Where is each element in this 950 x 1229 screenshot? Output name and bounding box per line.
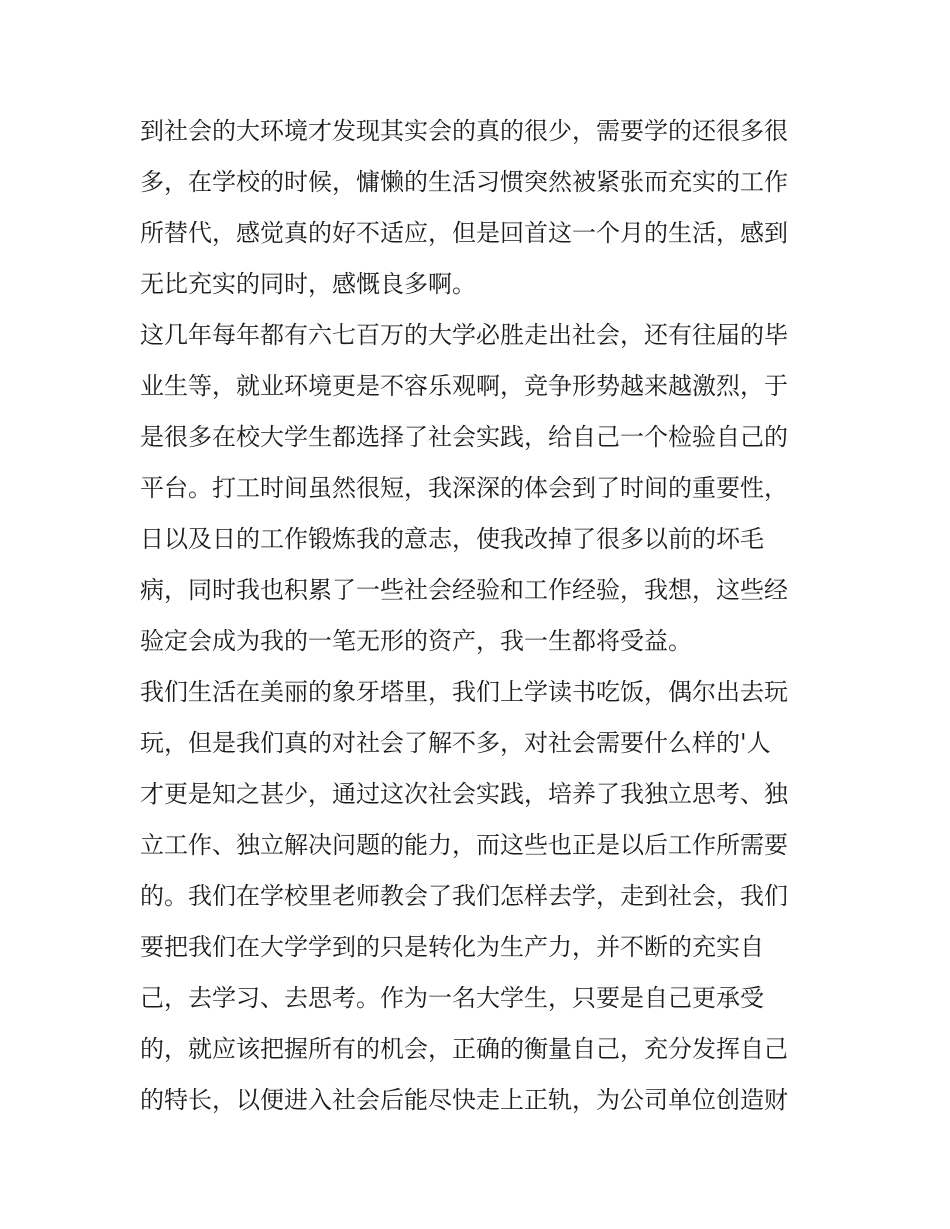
text-line: 多，在学校的时候，慵懒的生活习惯突然被紧张而充实的工作 [140,168,788,196]
text-line: 所替代，感觉真的好不适应，但是回首这一个月的生活，感到 [140,219,788,247]
text-line: 是很多在校大学生都选择了社会实践，给自己一个检验自己的 [140,423,788,451]
text-line: 才更是知之甚少，通过这次社会实践，培养了我独立思考、独 [140,780,788,808]
text-line: 业生等，就业环境更是不容乐观啊，竞争形势越来越激烈，于 [140,372,788,400]
text-line: 要把我们在大学学到的只是转化为生产力，并不断的充实自 [140,933,764,961]
text-line: 玩，但是我们真的对社会了解不多，对社会需要什么样的'人 [140,729,771,757]
body-text [140,106,820,1126]
text-line: 病，同时我也积累了一些社会经验和工作经验，我想，这些经 [140,576,788,604]
text-line: 平台。打工时间虽然很短，我深深的体会到了时间的重要性， [140,474,788,502]
text-line: 的。我们在学校里老师教会了我们怎样去学，走到社会，我们 [140,882,788,910]
text-line: 日以及日的工作锻炼我的意志，使我改掉了很多以前的坏毛 [140,525,764,553]
text-line: 立工作、独立解决问题的能力，而这些也正是以后工作所需要 [140,831,788,859]
text-line: 我们生活在美丽的象牙塔里，我们上学读书吃饭，偶尔出去玩 [140,678,788,706]
text-line: 的特长，以便进入社会后能尽快走上正轨，为公司单位创造财 [140,1086,788,1114]
text-line: 这几年每年都有六七百万的大学必胜走出社会，还有往届的毕 [140,321,788,349]
text-line: 己，去学习、去思考。作为一名大学生，只要是自己更承受 [140,984,764,1012]
text-line: 的，就应该把握所有的机会，正确的衡量自己，充分发挥自己 [140,1035,788,1063]
text-line: 到社会的大环境才发现其实会的真的很少，需要学的还很多很 [140,117,788,145]
text-line: 无比充实的同时，感慨良多啊。 [140,270,476,298]
text-line: 验定会成为我的一笔无形的资产，我一生都将受益。 [140,627,692,655]
